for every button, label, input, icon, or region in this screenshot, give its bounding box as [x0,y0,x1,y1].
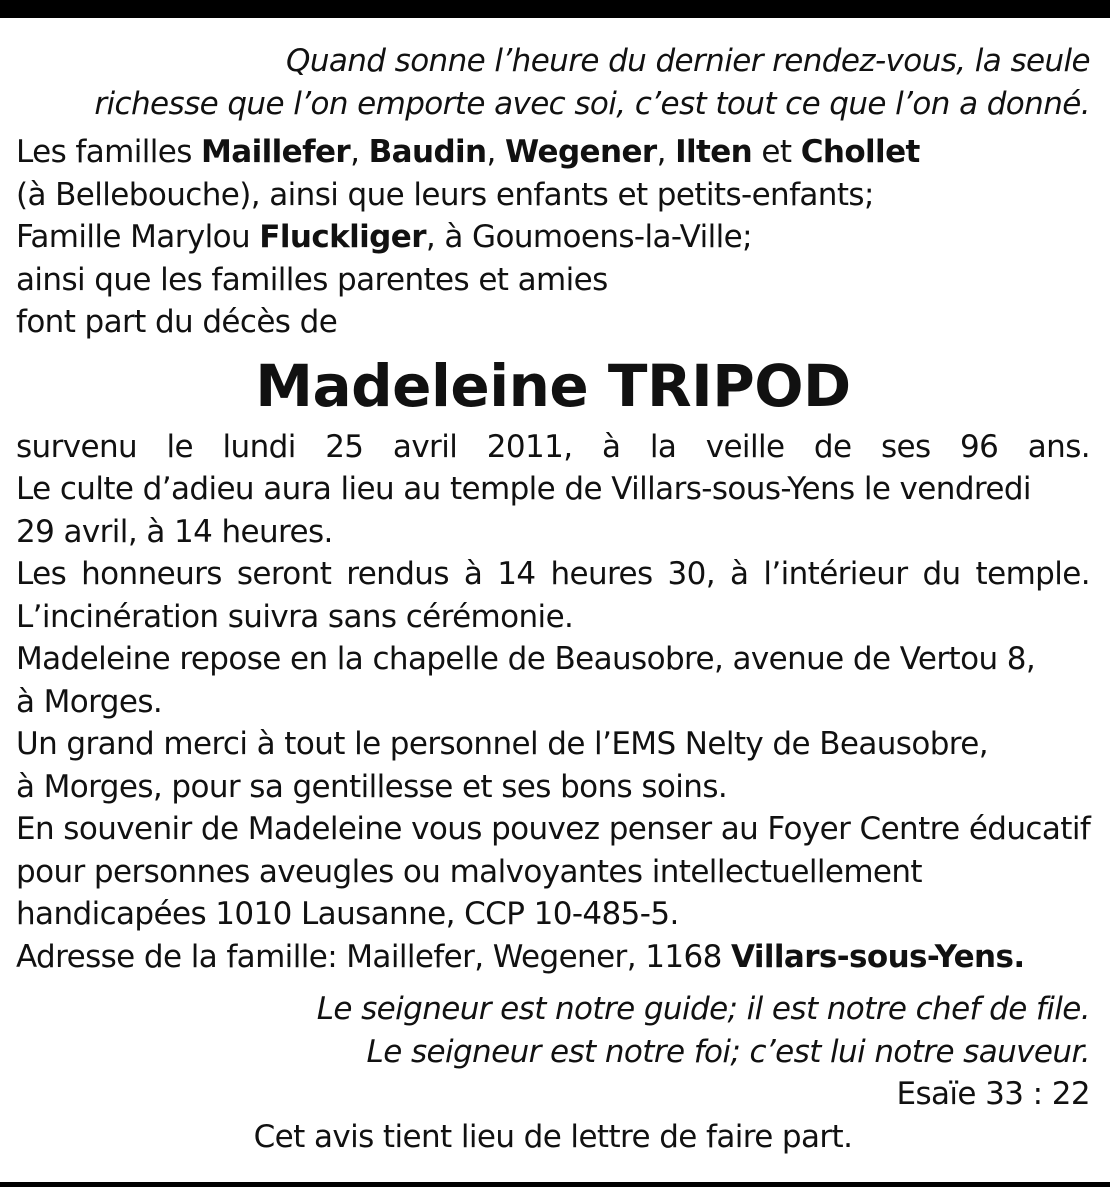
body-line: Madeleine repose en la chapelle de Beausobre, avenue de Vertou 8, [16,641,1036,677]
body-line: pour personnes aveugles ou malvoyantes intellectuellement [16,853,922,890]
epigraph-line: richesse que l’on emporte avec soi, c’est tout ce que l’on a donné. [94,85,1090,122]
address-prefix: Adresse de la famille: Maillefer, Wegener, 1168 [16,938,731,975]
families-line: (à Bellebouche), ainsi que leurs enfants et petits-enfants; [16,176,874,213]
body-line: 29 avril, à 14 heures. [16,513,333,550]
separator: et [752,134,801,170]
body-line: Le culte d’adieu aura lieu au temple de Villars-sous-Yens le vendredi [16,471,1031,507]
epigraph-line: Quand sonne l’heure du dernier rendez-vous, la seule [286,43,1090,79]
family-address [16,936,1090,979]
scripture-reference: Esaïe 33 : 22 [896,1076,1090,1112]
bottom-border-rule [0,1182,1110,1187]
families-line: font part du décès de [16,304,338,340]
family-name: Wegener [505,134,657,170]
family-name: Ilten [675,134,753,170]
families-prefix: Les familles [16,134,202,170]
notice-body [16,426,1090,979]
families-suffix: , à Goumoens-la-Ville; [425,219,752,255]
closing-quote-line: Le seigneur est notre guide; il est notre chef de file. [316,991,1090,1027]
address-place: Villars-sous-Yens. [730,938,1025,975]
body-line: à Morges. [16,683,163,720]
body-line: L’incinération suivra sans cérémonie. [16,598,574,635]
families-line [16,216,1090,259]
body-line: survenu le lundi 25 avril 2011, à la veille de ses 96 ans. [16,428,1090,465]
closing-quote [16,988,1090,1073]
body-line: Un grand merci à tout le personnel de l’EMS Nelty de Beausobre, [16,726,988,762]
body-line: Les honneurs seront rendus à 14 heures 30, à l’intérieur du temple. [16,556,1090,592]
closing-quote-line: Le seigneur est notre foi; c’est lui notre sauveur. [366,1033,1090,1070]
separator: , [656,134,676,170]
family-name: Chollet [800,134,920,170]
death-notice [16,40,1090,1158]
family-name: Fluckliger [259,219,426,255]
epigraph [16,40,1090,125]
separator: , [486,134,506,170]
deceased-name: Madeleine TRIPOD [255,351,851,420]
closing-note: Cet avis tient lieu de lettre de faire part. [253,1118,853,1155]
family-name: Baudin [368,134,487,170]
top-border-rule [0,0,1110,18]
body-line: à Morges, pour sa gentillesse et ses bons soins. [16,768,728,805]
families-prefix: Famille Marylou [16,219,260,255]
families-line: ainsi que les familles parentes et amies [16,261,608,298]
separator: , [350,134,369,170]
families-line [16,131,1090,174]
body-line: handicapées 1010 Lausanne, CCP 10-485-5. [16,896,679,932]
family-name: Maillefer [201,134,351,170]
body-line: En souvenir de Madeleine vous pouvez penser au Foyer Centre éducatif [16,811,1091,847]
families-announcement [16,131,1090,344]
